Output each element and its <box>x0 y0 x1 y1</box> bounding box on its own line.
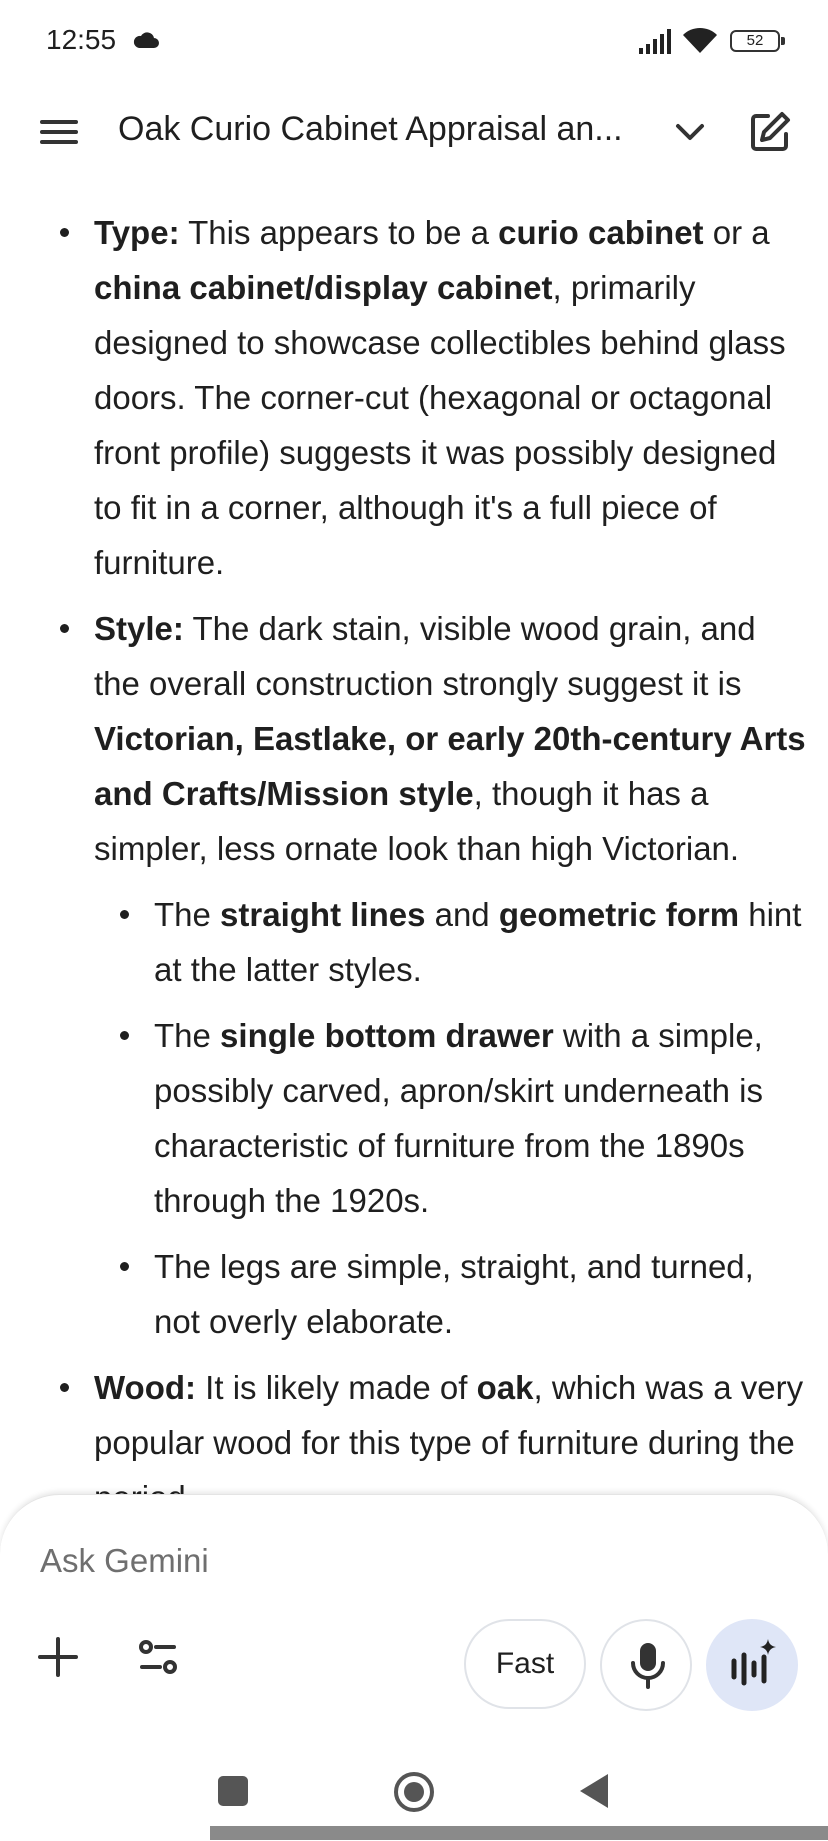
bold-text: china cabinet/display cabinet <box>94 269 553 306</box>
bold-text: Victorian, Eastlake, or early 20th-century Arts and Crafts/Mission style <box>94 720 806 812</box>
fast-mode-button[interactable]: Fast <box>464 1619 586 1709</box>
bullet-icon <box>60 624 69 633</box>
text-run: hint at the latter styles. <box>154 896 802 988</box>
bold-text: geometric form <box>498 896 740 933</box>
list-item <box>0 205 828 590</box>
bullet-icon <box>60 228 69 237</box>
sub-list <box>94 887 808 1349</box>
gesture-indicator <box>210 1826 828 1840</box>
sub-list-item <box>0 1008 808 1228</box>
list-item-text <box>94 214 786 581</box>
recents-square-icon[interactable] <box>218 1776 248 1806</box>
battery-icon: 52 <box>730 30 780 52</box>
text-run: with a simple, possibly carved, apron/skirt underneath is characteristic of furniture from the 1890s through the 1920s. <box>154 1017 763 1219</box>
bullet-icon <box>120 1031 129 1040</box>
live-button[interactable] <box>706 1619 798 1711</box>
text-run: , which was a very popular wood for this type of furniture during the <box>94 1369 804 1461</box>
response-content <box>0 205 828 1495</box>
tools-icon[interactable] <box>136 1635 180 1679</box>
top-app-bar <box>0 90 828 170</box>
bullet-icon <box>120 910 129 919</box>
list-item <box>0 601 828 1349</box>
back-triangle-icon[interactable] <box>578 1772 610 1810</box>
bold-text: Type: <box>94 214 180 251</box>
text-run: The <box>154 896 221 933</box>
ask-gemini-input[interactable] <box>38 1535 782 1587</box>
bold-text: curio cabinet <box>498 214 704 251</box>
sub-list-item <box>0 887 808 997</box>
menu-icon[interactable] <box>38 112 82 152</box>
text-run: or a <box>703 214 770 251</box>
plus-icon[interactable] <box>36 1635 80 1679</box>
text-run: The <box>154 1017 221 1054</box>
home-circle-icon[interactable] <box>392 1770 436 1814</box>
chevron-down-icon[interactable] <box>672 114 708 150</box>
bold-text: single bottom drawer <box>220 1017 554 1054</box>
bold-text: straight lines <box>220 896 426 933</box>
text-run: , primarily designed to showcase collectibles behind glass doors. The corner-cut (hexagonal or octagonal front profile) suggests it was possibly designed to fit in a corner, although it's a full piece of furniture. <box>94 269 786 581</box>
wifi-icon <box>682 26 718 54</box>
cloud-icon <box>132 30 160 50</box>
bold-text: oak <box>476 1369 534 1406</box>
chat-title[interactable]: Oak Curio Cabinet Appraisal an... <box>118 110 623 148</box>
status-time: 12:55 <box>46 24 117 55</box>
text-run: The dark stain, visible wood grain, and the overall construction strongly suggest it is <box>94 610 756 702</box>
text-run: This appears to be a <box>179 214 499 251</box>
text-run: The legs are simple, straight, and turned, not overly elaborate. <box>154 1248 754 1340</box>
bold-text: Wood: <box>94 1369 197 1406</box>
status-bar <box>0 0 828 82</box>
edit-icon[interactable] <box>748 110 792 154</box>
sub-list-item <box>0 1239 808 1349</box>
list-item-text <box>94 610 806 867</box>
bullet-icon <box>120 1262 129 1271</box>
signal-icon <box>638 28 674 54</box>
mic-button[interactable] <box>600 1619 692 1711</box>
bullet-icon <box>60 1383 69 1392</box>
text-run: , though it has a simpler, less ornate look than high Victorian. <box>94 775 740 867</box>
mic-icon <box>628 1641 668 1691</box>
bold-text: Style: <box>94 610 184 647</box>
text-run: It is likely made of <box>196 1369 477 1406</box>
text-run: and <box>425 896 499 933</box>
bullet-list <box>0 205 828 1525</box>
live-sparkle-icon <box>728 1637 778 1691</box>
